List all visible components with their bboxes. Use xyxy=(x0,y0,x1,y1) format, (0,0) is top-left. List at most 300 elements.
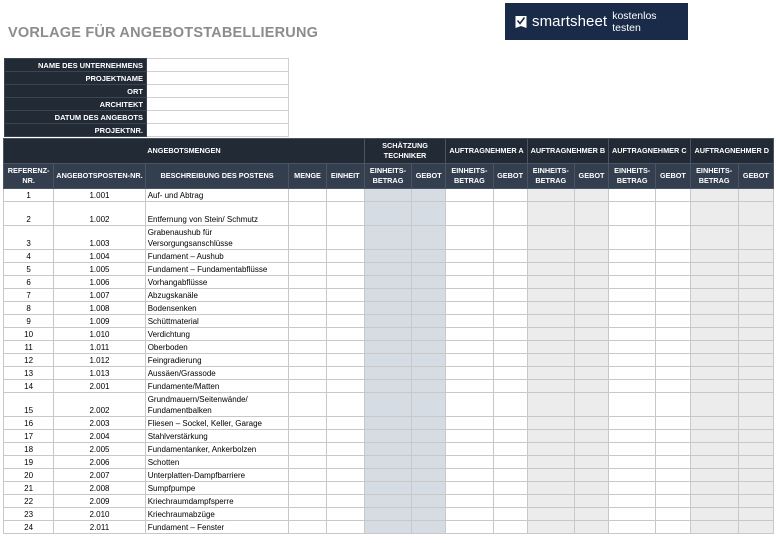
estimate-unit-price-cell[interactable] xyxy=(364,263,411,276)
quantity-cell[interactable] xyxy=(289,189,326,202)
contractor-c-bid-cell[interactable] xyxy=(656,508,690,521)
contractor-d-bid-cell[interactable] xyxy=(738,469,773,482)
unit-cell[interactable] xyxy=(326,302,364,315)
unit-cell[interactable] xyxy=(326,367,364,380)
smartsheet-trial-banner[interactable] xyxy=(505,3,688,40)
estimate-bid-cell[interactable] xyxy=(412,430,446,443)
contractor-a-bid-cell[interactable] xyxy=(493,289,527,302)
contractor-a-bid-cell[interactable] xyxy=(493,380,527,393)
contractor-c-bid-cell[interactable] xyxy=(656,417,690,430)
contractor-a-bid-cell[interactable] xyxy=(493,315,527,328)
contractor-b-bid-cell[interactable] xyxy=(574,289,608,302)
contractor-b-unit-price-cell[interactable] xyxy=(527,354,574,367)
estimate-bid-cell[interactable] xyxy=(412,263,446,276)
estimate-unit-price-cell[interactable] xyxy=(364,443,411,456)
contractor-a-bid-cell[interactable] xyxy=(493,469,527,482)
estimate-bid-cell[interactable] xyxy=(412,417,446,430)
contractor-c-bid-cell[interactable] xyxy=(656,315,690,328)
estimate-unit-price-cell[interactable] xyxy=(364,341,411,354)
unit-cell[interactable] xyxy=(326,263,364,276)
contractor-a-bid-cell[interactable] xyxy=(493,456,527,469)
contractor-c-unit-price-cell[interactable] xyxy=(609,430,656,443)
contractor-a-unit-price-cell[interactable] xyxy=(446,456,493,469)
contractor-d-bid-cell[interactable] xyxy=(738,202,773,226)
contractor-d-bid-cell[interactable] xyxy=(738,328,773,341)
quantity-cell[interactable] xyxy=(289,430,326,443)
contractor-c-unit-price-cell[interactable] xyxy=(609,250,656,263)
contractor-d-bid-cell[interactable] xyxy=(738,276,773,289)
contractor-c-unit-price-cell[interactable] xyxy=(609,469,656,482)
contractor-a-unit-price-cell[interactable] xyxy=(446,226,493,250)
estimate-bid-cell[interactable] xyxy=(412,315,446,328)
quantity-cell[interactable] xyxy=(289,367,326,380)
contractor-d-bid-cell[interactable] xyxy=(738,226,773,250)
contractor-d-bid-cell[interactable] xyxy=(738,482,773,495)
contractor-d-bid-cell[interactable] xyxy=(738,367,773,380)
contractor-d-unit-price-cell[interactable] xyxy=(690,521,738,534)
contractor-c-bid-cell[interactable] xyxy=(656,354,690,367)
contractor-a-unit-price-cell[interactable] xyxy=(446,495,493,508)
contractor-d-unit-price-cell[interactable] xyxy=(690,417,738,430)
contractor-a-unit-price-cell[interactable] xyxy=(446,469,493,482)
contractor-a-bid-cell[interactable] xyxy=(493,302,527,315)
contractor-c-unit-price-cell[interactable] xyxy=(609,263,656,276)
estimate-bid-cell[interactable] xyxy=(412,367,446,380)
contractor-c-bid-cell[interactable] xyxy=(656,380,690,393)
ref-number-cell: 10 xyxy=(4,328,54,341)
estimate-unit-price-cell[interactable] xyxy=(364,456,411,469)
contractor-b-unit-price-cell[interactable] xyxy=(527,289,574,302)
estimate-bid-cell[interactable] xyxy=(412,341,446,354)
contractor-a-unit-price-cell[interactable] xyxy=(446,380,493,393)
contractor-d-bid-cell[interactable] xyxy=(738,250,773,263)
contractor-a-unit-price-cell[interactable] xyxy=(446,302,493,315)
contractor-c-unit-price-cell[interactable] xyxy=(609,508,656,521)
contractor-b-bid-cell[interactable] xyxy=(574,380,608,393)
estimate-bid-cell[interactable] xyxy=(412,202,446,226)
contractor-c-unit-price-cell[interactable] xyxy=(609,367,656,380)
contractor-d-bid-cell[interactable] xyxy=(738,189,773,202)
contractor-a-unit-price-cell[interactable] xyxy=(446,393,493,417)
contractor-b-bid-cell[interactable] xyxy=(574,250,608,263)
contractor-a-unit-price-cell[interactable] xyxy=(446,276,493,289)
contractor-a-unit-price-cell[interactable] xyxy=(446,328,493,341)
contractor-b-bid-cell[interactable] xyxy=(574,315,608,328)
contractor-c-unit-price-cell[interactable] xyxy=(609,521,656,534)
contractor-c-unit-price-cell[interactable] xyxy=(609,482,656,495)
contractor-a-unit-price-cell[interactable] xyxy=(446,354,493,367)
contractor-c-bid-cell[interactable] xyxy=(656,189,690,202)
contractor-b-bid-cell[interactable] xyxy=(574,417,608,430)
contractor-c-unit-price-cell[interactable] xyxy=(609,276,656,289)
contractor-b-unit-price-cell[interactable] xyxy=(527,302,574,315)
contractor-b-unit-price-cell[interactable] xyxy=(527,469,574,482)
unit-cell[interactable] xyxy=(326,276,364,289)
unit-cell[interactable] xyxy=(326,456,364,469)
estimate-bid-cell[interactable] xyxy=(412,521,446,534)
contractor-c-bid-cell[interactable] xyxy=(656,456,690,469)
contractor-d-bid-cell[interactable] xyxy=(738,393,773,417)
contractor-a-bid-cell[interactable] xyxy=(493,341,527,354)
quantity-cell[interactable] xyxy=(289,276,326,289)
contractor-b-bid-cell[interactable] xyxy=(574,263,608,276)
contractor-d-bid-cell[interactable] xyxy=(738,302,773,315)
contractor-c-bid-cell[interactable] xyxy=(656,328,690,341)
contractor-d-unit-price-cell[interactable] xyxy=(690,189,738,202)
estimate-unit-price-cell[interactable] xyxy=(364,469,411,482)
contractor-d-bid-cell[interactable] xyxy=(738,495,773,508)
unit-cell[interactable] xyxy=(326,417,364,430)
estimate-unit-price-cell[interactable] xyxy=(364,276,411,289)
contractor-a-bid-cell[interactable] xyxy=(493,250,527,263)
contractor-c-bid-cell[interactable] xyxy=(656,250,690,263)
unit-cell[interactable] xyxy=(326,354,364,367)
contractor-a-unit-price-cell[interactable] xyxy=(446,443,493,456)
contractor-c-unit-price-cell[interactable] xyxy=(609,341,656,354)
estimate-bid-cell[interactable] xyxy=(412,189,446,202)
contractor-b-unit-price-cell[interactable] xyxy=(527,380,574,393)
location-field[interactable] xyxy=(147,85,289,98)
unit-cell[interactable] xyxy=(326,469,364,482)
quantity-cell[interactable] xyxy=(289,469,326,482)
quantity-cell[interactable] xyxy=(289,521,326,534)
estimate-unit-price-cell[interactable] xyxy=(364,380,411,393)
unit-cell[interactable] xyxy=(326,495,364,508)
unit-cell[interactable] xyxy=(326,443,364,456)
estimate-bid-cell[interactable] xyxy=(412,302,446,315)
quantity-cell[interactable] xyxy=(289,202,326,226)
quantity-cell[interactable] xyxy=(289,226,326,250)
quantity-cell[interactable] xyxy=(289,417,326,430)
contractor-a-bid-cell[interactable] xyxy=(493,263,527,276)
unit-cell[interactable] xyxy=(326,521,364,534)
contractor-b-bid-cell[interactable] xyxy=(574,469,608,482)
contractor-b-bid-cell[interactable] xyxy=(574,443,608,456)
contractor-b-bid-cell[interactable] xyxy=(574,508,608,521)
contractor-b-bid-cell[interactable] xyxy=(574,393,608,417)
contractor-d-unit-price-cell[interactable] xyxy=(690,276,738,289)
contractor-a-bid-cell[interactable] xyxy=(493,482,527,495)
contractor-c-unit-price-cell[interactable] xyxy=(609,393,656,417)
quantity-cell[interactable] xyxy=(289,456,326,469)
estimate-unit-price-cell[interactable] xyxy=(364,226,411,250)
unit-cell[interactable] xyxy=(326,250,364,263)
contractor-b-unit-price-cell[interactable] xyxy=(527,417,574,430)
estimate-unit-price-cell[interactable] xyxy=(364,202,411,226)
description-cell: Schüttmaterial xyxy=(145,315,289,328)
contractor-a-unit-price-cell[interactable] xyxy=(446,289,493,302)
contractor-a-unit-price-cell[interactable] xyxy=(446,341,493,354)
contractor-c-bid-cell[interactable] xyxy=(656,202,690,226)
contractor-c-unit-price-cell[interactable] xyxy=(609,226,656,250)
contractor-c-bid-cell[interactable] xyxy=(656,393,690,417)
contractor-c-unit-price-cell[interactable] xyxy=(609,380,656,393)
unit-cell[interactable] xyxy=(326,341,364,354)
contractor-d-bid-cell[interactable] xyxy=(738,380,773,393)
unit-cell[interactable] xyxy=(326,430,364,443)
contractor-c-unit-price-cell[interactable] xyxy=(609,328,656,341)
contractor-b-unit-price-cell[interactable] xyxy=(527,189,574,202)
contractor-a-bid-cell[interactable] xyxy=(493,443,527,456)
contractor-c-bid-cell[interactable] xyxy=(656,263,690,276)
quantity-cell[interactable] xyxy=(289,508,326,521)
quantity-cell[interactable] xyxy=(289,328,326,341)
contractor-b-bid-cell[interactable] xyxy=(574,276,608,289)
item-number-cell: 1.004 xyxy=(54,250,145,263)
contractor-b-unit-price-cell[interactable] xyxy=(527,443,574,456)
contractor-a-unit-price-cell[interactable] xyxy=(446,430,493,443)
contractor-d-unit-price-cell[interactable] xyxy=(690,508,738,521)
estimate-bid-cell[interactable] xyxy=(412,380,446,393)
contractor-c-bid-cell[interactable] xyxy=(656,226,690,250)
contractor-d-unit-price-cell[interactable] xyxy=(690,430,738,443)
contractor-d-bid-cell[interactable] xyxy=(738,341,773,354)
quantity-cell[interactable] xyxy=(289,393,326,417)
contractor-d-unit-price-cell[interactable] xyxy=(690,367,738,380)
contractor-b-bid-cell[interactable] xyxy=(574,482,608,495)
unit-cell[interactable] xyxy=(326,380,364,393)
contractor-c-unit-price-cell[interactable] xyxy=(609,354,656,367)
contractor-d-bid-cell[interactable] xyxy=(738,354,773,367)
contractor-c-bid-cell[interactable] xyxy=(656,367,690,380)
contractor-b-bid-cell[interactable] xyxy=(574,495,608,508)
contractor-b-bid-cell[interactable] xyxy=(574,328,608,341)
estimate-bid-cell[interactable] xyxy=(412,354,446,367)
estimate-unit-price-cell[interactable] xyxy=(364,328,411,341)
contractor-b-bid-cell[interactable] xyxy=(574,226,608,250)
contractor-d-bid-cell[interactable] xyxy=(738,315,773,328)
estimate-bid-cell[interactable] xyxy=(412,226,446,250)
estimate-bid-cell[interactable] xyxy=(412,469,446,482)
contractor-d-unit-price-cell[interactable] xyxy=(690,482,738,495)
contractor-a-unit-price-cell[interactable] xyxy=(446,367,493,380)
contractor-a-bid-cell[interactable] xyxy=(493,354,527,367)
contractor-c-bid-cell[interactable] xyxy=(656,443,690,456)
contractor-c-unit-price-cell[interactable] xyxy=(609,315,656,328)
contractor-c-bid-cell[interactable] xyxy=(656,341,690,354)
contractor-a-bid-cell[interactable] xyxy=(493,508,527,521)
contractor-c-bid-cell[interactable] xyxy=(656,302,690,315)
contractor-c-bid-cell[interactable] xyxy=(656,289,690,302)
contractor-b-unit-price-cell[interactable] xyxy=(527,521,574,534)
contractor-c-bid-cell[interactable] xyxy=(656,430,690,443)
contractor-a-unit-price-cell[interactable] xyxy=(446,263,493,276)
contractor-a-unit-price-cell[interactable] xyxy=(446,250,493,263)
unit-cell[interactable] xyxy=(326,328,364,341)
estimate-bid-cell[interactable] xyxy=(412,495,446,508)
contractor-a-bid-cell[interactable] xyxy=(493,393,527,417)
contractor-d-unit-price-cell[interactable] xyxy=(690,226,738,250)
description-cell: Kriechraumabzüge xyxy=(145,508,289,521)
estimate-unit-price-cell[interactable] xyxy=(364,393,411,417)
unit-cell[interactable] xyxy=(326,226,364,250)
contractor-b-unit-price-cell[interactable] xyxy=(527,315,574,328)
unit-cell[interactable] xyxy=(326,315,364,328)
quantity-cell[interactable] xyxy=(289,380,326,393)
contractor-b-bid-cell[interactable] xyxy=(574,521,608,534)
quantity-cell[interactable] xyxy=(289,289,326,302)
contractor-a-unit-price-cell[interactable] xyxy=(446,189,493,202)
contractor-b-bid-cell[interactable] xyxy=(574,202,608,226)
unit-cell[interactable] xyxy=(326,189,364,202)
bid-date-field[interactable] xyxy=(147,111,289,124)
contractor-c-bid-cell[interactable] xyxy=(656,495,690,508)
estimate-bid-cell[interactable] xyxy=(412,456,446,469)
quantity-cell[interactable] xyxy=(289,482,326,495)
estimate-unit-price-cell[interactable] xyxy=(364,250,411,263)
contractor-d-unit-price-cell[interactable] xyxy=(690,393,738,417)
estimate-bid-cell[interactable] xyxy=(412,328,446,341)
contractor-a-unit-price-cell[interactable] xyxy=(446,315,493,328)
company-field[interactable] xyxy=(147,59,289,72)
contractor-b-unit-price-cell[interactable] xyxy=(527,430,574,443)
estimate-unit-price-cell[interactable] xyxy=(364,302,411,315)
contractor-a-unit-price-cell[interactable] xyxy=(446,521,493,534)
contractor-d-unit-price-cell[interactable] xyxy=(690,443,738,456)
estimate-unit-price-cell[interactable] xyxy=(364,367,411,380)
contractor-d-bid-cell[interactable] xyxy=(738,456,773,469)
contractor-a-bid-cell[interactable] xyxy=(493,367,527,380)
quantity-cell[interactable] xyxy=(289,495,326,508)
contractor-b-unit-price-cell[interactable] xyxy=(527,328,574,341)
contractor-d-unit-price-cell[interactable] xyxy=(690,380,738,393)
contractor-b-bid-cell[interactable] xyxy=(574,367,608,380)
quantity-cell[interactable] xyxy=(289,341,326,354)
estimate-bid-cell[interactable] xyxy=(412,443,446,456)
contractor-a-unit-price-cell[interactable] xyxy=(446,417,493,430)
contractor-a-bid-cell[interactable] xyxy=(493,276,527,289)
contractor-c-unit-price-cell[interactable] xyxy=(609,443,656,456)
contractor-a-bid-cell[interactable] xyxy=(493,189,527,202)
contractor-d-unit-price-cell[interactable] xyxy=(690,469,738,482)
unit-cell[interactable] xyxy=(326,393,364,417)
estimate-bid-cell[interactable] xyxy=(412,393,446,417)
contractor-b-unit-price-cell[interactable] xyxy=(527,202,574,226)
estimate-unit-price-cell[interactable] xyxy=(364,508,411,521)
project-name-field[interactable] xyxy=(147,72,289,85)
estimate-unit-price-cell[interactable] xyxy=(364,417,411,430)
estimate-unit-price-cell[interactable] xyxy=(364,189,411,202)
contractor-b-unit-price-cell[interactable] xyxy=(527,263,574,276)
contractor-a-bid-cell[interactable] xyxy=(493,417,527,430)
contractor-b-bid-cell[interactable] xyxy=(574,189,608,202)
estimate-bid-cell[interactable] xyxy=(412,289,446,302)
contractor-d-bid-cell[interactable] xyxy=(738,430,773,443)
contractor-b-unit-price-cell[interactable] xyxy=(527,456,574,469)
contractor-a-bid-cell[interactable] xyxy=(493,202,527,226)
contractor-b-unit-price-cell[interactable] xyxy=(527,495,574,508)
contractor-b-unit-price-cell[interactable] xyxy=(527,393,574,417)
quantity-cell[interactable] xyxy=(289,263,326,276)
estimate-unit-price-cell[interactable] xyxy=(364,289,411,302)
contractor-d-bid-cell[interactable] xyxy=(738,508,773,521)
contractor-d-unit-price-cell[interactable] xyxy=(690,202,738,226)
contractor-c-bid-cell[interactable] xyxy=(656,521,690,534)
contractor-d-unit-price-cell[interactable] xyxy=(690,263,738,276)
contractor-a-unit-price-cell[interactable] xyxy=(446,508,493,521)
contractor-d-unit-price-cell[interactable] xyxy=(690,495,738,508)
contractor-b-unit-price-cell[interactable] xyxy=(527,482,574,495)
contractor-d-bid-cell[interactable] xyxy=(738,443,773,456)
estimate-unit-price-cell[interactable] xyxy=(364,495,411,508)
contractor-c-unit-price-cell[interactable] xyxy=(609,202,656,226)
contractor-b-unit-price-cell[interactable] xyxy=(527,508,574,521)
contractor-b-bid-cell[interactable] xyxy=(574,302,608,315)
project-no-field[interactable] xyxy=(147,124,289,137)
contractor-d-unit-price-cell[interactable] xyxy=(690,354,738,367)
architect-field[interactable] xyxy=(147,98,289,111)
unit-cell[interactable] xyxy=(326,482,364,495)
contractor-c-bid-cell[interactable] xyxy=(656,469,690,482)
contractor-d-unit-price-cell[interactable] xyxy=(690,315,738,328)
quantity-cell[interactable] xyxy=(289,302,326,315)
contractor-c-unit-price-cell[interactable] xyxy=(609,417,656,430)
contractor-b-unit-price-cell[interactable] xyxy=(527,367,574,380)
trial-link[interactable]: kostenlos testen xyxy=(612,9,657,34)
contractor-c-unit-price-cell[interactable] xyxy=(609,302,656,315)
contractor-d-unit-price-cell[interactable] xyxy=(690,289,738,302)
estimate-unit-price-cell[interactable] xyxy=(364,482,411,495)
contractor-d-bid-cell[interactable] xyxy=(738,521,773,534)
estimate-unit-price-cell[interactable] xyxy=(364,315,411,328)
contractor-c-unit-price-cell[interactable] xyxy=(609,456,656,469)
contractor-d-unit-price-cell[interactable] xyxy=(690,302,738,315)
contractor-d-bid-cell[interactable] xyxy=(738,289,773,302)
contractor-b-unit-price-cell[interactable] xyxy=(527,276,574,289)
quantity-cell[interactable] xyxy=(289,443,326,456)
contractor-b-unit-price-cell[interactable] xyxy=(527,226,574,250)
contractor-b-bid-cell[interactable] xyxy=(574,341,608,354)
contractor-c-bid-cell[interactable] xyxy=(656,276,690,289)
contractor-c-unit-price-cell[interactable] xyxy=(609,189,656,202)
quantity-cell[interactable] xyxy=(289,315,326,328)
quantity-cell[interactable] xyxy=(289,354,326,367)
contractor-c-bid-cell[interactable] xyxy=(656,482,690,495)
contractor-a-bid-cell[interactable] xyxy=(493,430,527,443)
contractor-d-unit-price-cell[interactable] xyxy=(690,328,738,341)
contractor-d-unit-price-cell[interactable] xyxy=(690,456,738,469)
unit-cell[interactable] xyxy=(326,202,364,226)
estimate-unit-price-cell[interactable] xyxy=(364,521,411,534)
contractor-d-unit-price-cell[interactable] xyxy=(690,250,738,263)
unit-cell[interactable] xyxy=(326,508,364,521)
contractor-a-bid-cell[interactable] xyxy=(493,521,527,534)
contractor-b-bid-cell[interactable] xyxy=(574,456,608,469)
unit-cell[interactable] xyxy=(326,289,364,302)
contractor-d-bid-cell[interactable] xyxy=(738,417,773,430)
contractor-a-bid-cell[interactable] xyxy=(493,495,527,508)
estimate-bid-cell[interactable] xyxy=(412,250,446,263)
contractor-a-bid-cell[interactable] xyxy=(493,328,527,341)
estimate-bid-cell[interactable] xyxy=(412,482,446,495)
contractor-a-unit-price-cell[interactable] xyxy=(446,202,493,226)
quantity-cell[interactable] xyxy=(289,250,326,263)
contractor-b-bid-cell[interactable] xyxy=(574,354,608,367)
contractor-a-bid-cell[interactable] xyxy=(493,226,527,250)
estimate-unit-price-cell[interactable] xyxy=(364,430,411,443)
contractor-d-unit-price-cell[interactable] xyxy=(690,341,738,354)
contractor-b-unit-price-cell[interactable] xyxy=(527,250,574,263)
contractor-c-unit-price-cell[interactable] xyxy=(609,289,656,302)
contractor-a-unit-price-cell[interactable] xyxy=(446,482,493,495)
estimate-unit-price-cell[interactable] xyxy=(364,354,411,367)
contractor-d-bid-cell[interactable] xyxy=(738,263,773,276)
contractor-b-bid-cell[interactable] xyxy=(574,430,608,443)
estimate-bid-cell[interactable] xyxy=(412,508,446,521)
contractor-b-unit-price-cell[interactable] xyxy=(527,341,574,354)
contractor-c-unit-price-cell[interactable] xyxy=(609,495,656,508)
estimate-bid-cell[interactable] xyxy=(412,276,446,289)
